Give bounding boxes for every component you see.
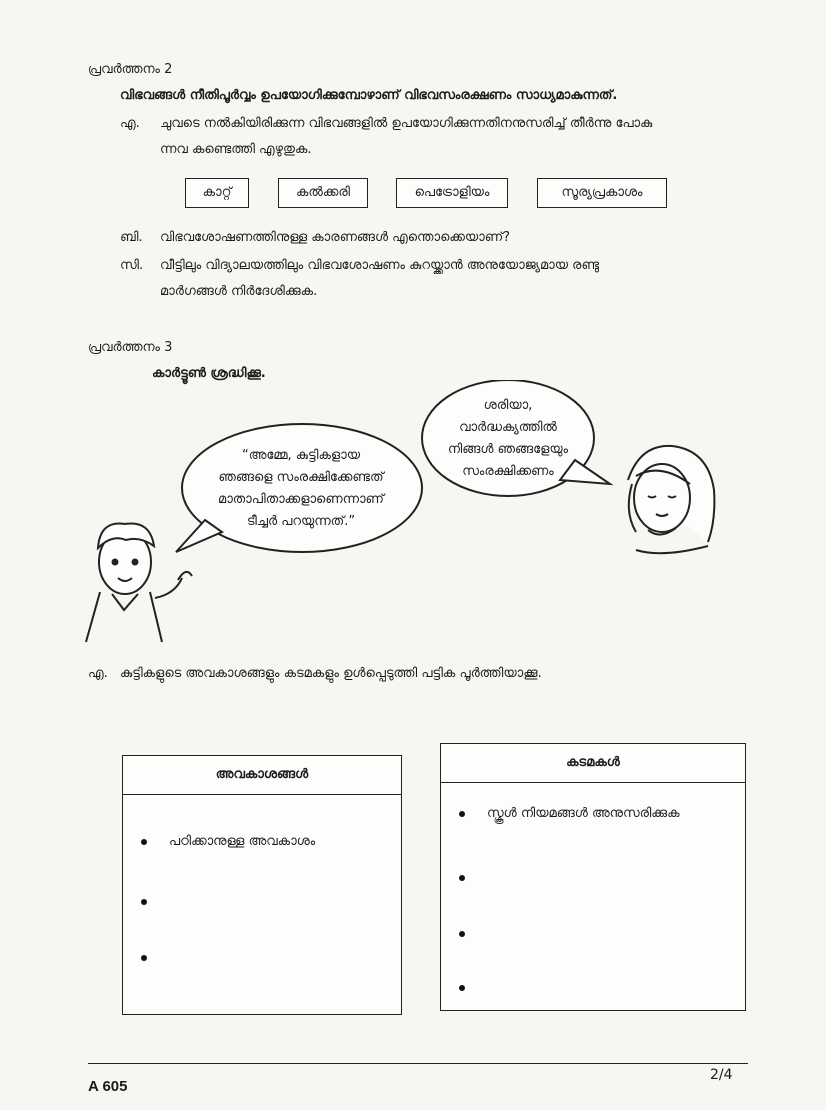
- bullet-icon: [459, 811, 465, 817]
- bullet-icon: [141, 839, 147, 845]
- activity2-qa-line1: ചുവടെ നൽകിയിരിക്കുന്ന വിഭവങ്ങളിൽ ഉപയോഗിക്കുന്നതിനനുസരിച്ച് തീർന്നു പോകു: [160, 116, 653, 131]
- bullet-icon: [141, 955, 147, 961]
- cartoon-illustration: [0, 380, 826, 650]
- footer-rule: [88, 1063, 748, 1064]
- activity3-qa-label: എ.: [88, 666, 108, 681]
- child-figure: [86, 523, 192, 642]
- child-bubble-line2: ഞങ്ങളെ സംരക്ഷിക്കേണ്ടത്: [218, 470, 384, 485]
- activity2-heading: പ്രവർത്തനം 2: [88, 62, 173, 77]
- duties-row-3: [459, 926, 487, 941]
- rights-row-1: [141, 834, 315, 849]
- activity2-qc-line1: വീട്ടിലും വിദ്യാലയത്തിലും വിഭവശോഷണം കുറയ്ക്കാൻ അനുയോജ്യമായ രണ്ടു: [160, 258, 600, 273]
- mother-bubble-line4: സംരക്ഷിക്കണം: [462, 464, 554, 479]
- bullet-icon: [459, 875, 465, 881]
- child-bubble-line4: ടീച്ചർ പറയുന്നത്.”: [246, 514, 356, 529]
- option-box-sunlight: സൂര്യപ്രകാശം: [537, 178, 667, 208]
- duties-item-1: സ്കൂൾ നിയമങ്ങൾ അനുസരിക്കുക: [487, 806, 680, 821]
- child-bubble-line1: “അമ്മേ, കുട്ടികളായ: [241, 448, 361, 463]
- activity3-instruction: കാർട്ടൂൺ ശ്രദ്ധിക്കൂ.: [152, 366, 266, 381]
- option-box-wind: കാറ്റ്: [185, 178, 249, 208]
- rights-row-3: [141, 950, 169, 965]
- bullet-icon: [459, 985, 465, 991]
- option-box-petroleum: പെട്രോളിയം: [396, 178, 508, 208]
- activity2-qa-line2: ന്നവ കണ്ടെത്തി എഴുതുക.: [160, 142, 312, 157]
- mother-bubble-line3: നിങ്ങൾ ഞങ്ങളേയും: [447, 442, 569, 457]
- rights-row-2: [141, 894, 169, 909]
- mother-bubble-line1: ശരിയാ,: [483, 398, 533, 413]
- option-box-coal: കൽക്കരി: [278, 178, 368, 208]
- duties-table: [440, 743, 746, 1011]
- activity2-qc-line2: മാർഗങ്ങൾ നിർദേശിക്കുക.: [160, 284, 318, 299]
- activity2-qa-label: എ.: [120, 116, 140, 131]
- duties-header: കടമകൾ: [441, 744, 745, 783]
- duties-row-1: [459, 806, 680, 821]
- mother-speech-bubble: [430, 395, 586, 483]
- rights-item-1: പഠിക്കാനുള്ള അവകാശം: [169, 834, 316, 849]
- child-speech-bubble: [196, 445, 406, 533]
- duties-row-4: [459, 980, 487, 995]
- duties-row-2: [459, 870, 487, 885]
- rights-header: അവകാശങ്ങൾ: [123, 756, 401, 795]
- mother-figure: [628, 446, 714, 553]
- activity3-qa-text: കുട്ടികളുടെ അവകാശങ്ങളും കടമകളും ഉൾപ്പെടുത്തി പട്ടിക പൂർത്തിയാക്കൂ.: [120, 666, 542, 681]
- bullet-icon: [459, 931, 465, 937]
- child-bubble-line3: മാതാപിതാക്കളാണെന്നാണ്: [218, 492, 384, 507]
- activity3-heading: പ്രവർത്തനം 3: [88, 340, 173, 355]
- activity2-qb-text: വിഭവശോഷണത്തിനുള്ള കാരണങ്ങൾ എന്തൊക്കെയാണ്?: [160, 230, 511, 245]
- bullet-icon: [141, 899, 147, 905]
- page-number: 2/4: [710, 1067, 733, 1083]
- exam-code: A 605: [88, 1078, 128, 1095]
- rights-table: [122, 755, 402, 1015]
- activity2-qb-label: ബി.: [120, 230, 143, 245]
- activity2-qc-label: സി.: [120, 258, 144, 273]
- mother-bubble-line2: വാർദ്ധക്യത്തിൽ: [459, 420, 557, 435]
- activity2-statement: വിഭവങ്ങൾ നീതിപൂർവ്വം ഉപയോഗിക്കുമ്പോഴാണ് വിഭവസംരക്ഷണം സാധ്യമാകുന്നത്.: [120, 88, 618, 103]
